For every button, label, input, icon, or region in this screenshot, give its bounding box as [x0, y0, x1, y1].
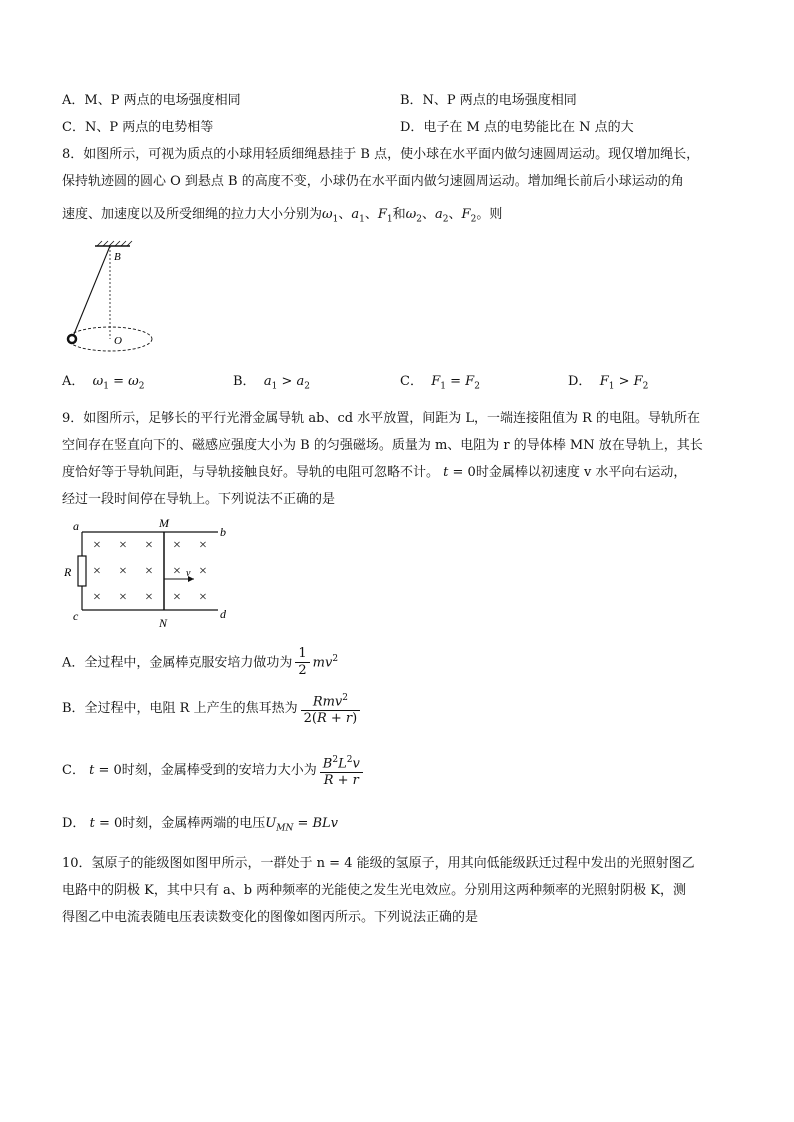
q8-stem-line2: 保持轨迹圆的圆心 O 到悬点 B 的高度不变，小球仍在水平面内做匀速圆周运动。增加绳长前后小球运动的角: [62, 174, 684, 189]
q7-option-a: A．M、P 两点的电场强度相同: [62, 93, 241, 108]
svg-text:×: ×: [145, 564, 153, 579]
label-d: d: [220, 607, 226, 621]
label-b: b: [220, 525, 226, 539]
q7-option-d: D．电子在 M 点的电势能比在 N 点的大: [400, 120, 634, 135]
label-r: R: [64, 565, 72, 579]
q10-stem-line2: 电路中的阴极 K，其中只有 a、b 两种频率的光能使之发生光电效应。分别用这两种频率的光照射阴极 K，测: [62, 883, 687, 898]
label-b: B: [114, 251, 121, 263]
q8-option-a: A． $\omega_1 = \omega_2$: [62, 374, 145, 392]
q10-stem-line3: 得图乙中电流表随电压表读数变化的图像如图丙所示。下列说法正确的是: [62, 910, 479, 925]
label-n: N: [159, 616, 168, 630]
q8-stem-line1: 8．如图所示，可视为质点的小球用轻质细绳悬挂于 B 点，使小球在水平面内做匀速圆周运动。现仅增加绳长，: [62, 147, 700, 162]
pendulum-figure: [60, 238, 160, 358]
label-m: M: [159, 516, 169, 530]
q8-option-d: D． $F_1 > F_2$: [568, 374, 649, 392]
q9-stem-line2: 空间存在竖直向下的、磁感应强度大小为 B 的匀强磁场。质量为 m、电阻为 r 的导体棒 MN 放在导轨上，其长: [62, 438, 703, 453]
svg-text:×: ×: [119, 538, 127, 553]
q9-option-d: D． t = 0时刻，金属棒两端的电压$U_{MN}$ = BLv: [62, 816, 339, 834]
q9-option-c: C． t = 0时刻，金属棒受到的安培力大小为 $\frac{B^2L^2v}{R + r}$: [62, 752, 366, 790]
label-c: c: [73, 609, 79, 623]
label-o: O: [114, 335, 122, 347]
svg-text:×: ×: [93, 564, 101, 579]
svg-text:×: ×: [93, 538, 101, 553]
q9-option-a: A．全过程中，金属棒克服安培力做功为 $\frac{1}{2}$ $mv^2$: [62, 646, 339, 679]
q8-option-b: B． $a_1 > a_2$: [233, 374, 310, 392]
q10-stem-line1: 10．氢原子的能级图如图甲所示，一群处于 n = 4 能级的氢原子，用其向低能级跃迁过程中发出的光照射图乙: [62, 856, 695, 871]
svg-text:×: ×: [145, 590, 153, 605]
q7-option-c: C．N、P 两点的电势相等: [62, 120, 214, 135]
q8-option-c: C． $F_1 = F_2$: [400, 374, 480, 392]
svg-text:×: ×: [93, 590, 101, 605]
svg-text:×: ×: [173, 564, 181, 579]
q7-option-b: B．N、P 两点的电场强度相同: [400, 93, 577, 108]
svg-text:×: ×: [119, 564, 127, 579]
q9-option-b: B．全过程中，电阻 R 上产生的焦耳热为 $\frac{Rmv^2}{2(R + r)}$: [62, 690, 363, 728]
q8-stem-line3: 速度、加速度以及所受细绳的拉力大小分别为$\omega_1$、$a_1$、$F_1$和$\omega_2$、$a_2$、$F_2$。则: [62, 207, 503, 225]
label-a: a: [73, 519, 79, 533]
q9-stem-line1: 9．如图所示，足够长的平行光滑金属导轨 ab、cd 水平放置，间距为 L，一端连接阻值为 R 的电阻。导轨所在: [62, 411, 701, 426]
svg-text:×: ×: [199, 564, 207, 579]
q9-stem-line4: 经过一段时间停在导轨上。下列说法不正确的是: [62, 492, 336, 507]
rail-circuit-figure: [60, 512, 240, 637]
svg-text:×: ×: [145, 538, 153, 553]
label-v: v: [186, 568, 191, 579]
q9-stem-line3: 度恰好等于导轨间距，与导轨接触良好。导轨的电阻可忽略不计。 t = 0时金属棒以初速度 v 水平向右运动，: [62, 465, 687, 480]
svg-text:×: ×: [173, 538, 181, 553]
svg-text:×: ×: [199, 590, 207, 605]
svg-text:×: ×: [199, 538, 207, 553]
svg-text:×: ×: [119, 590, 127, 605]
svg-text:×: ×: [173, 590, 181, 605]
